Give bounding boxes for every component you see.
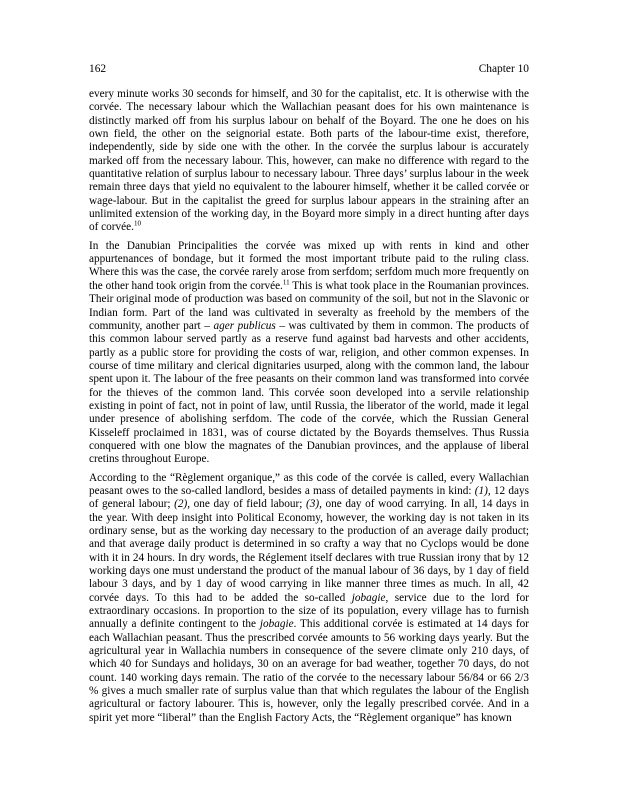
italic-segment: (3), xyxy=(305,498,322,511)
page-body xyxy=(89,88,529,725)
text-segment: 12 days of general labour; xyxy=(89,484,529,511)
italic-segment: jobagie xyxy=(259,618,294,631)
paragraph xyxy=(89,472,529,726)
text-segment: , service due to the lord for extraordinary occasions. In proportion to the size of its population, every village has to furnish annually a definite contingent to the xyxy=(89,591,529,631)
text-segment: every minute works 30 seconds for himself, and 30 for the capitalist, etc. It is otherwise with the corvée. The necessary labour which the Wallachian peasant does for his own maintenance is distinctly marked off from his surplus labour on behalf of the Boyard. The one he does on his own field, the other on the seignorial estate. Both parts of the labour-time exist, therefore, independently, side by side one with the other. In the corvée the surplus labour is accurately marked off from the necessary labour. This, however, can make no difference with regard to the quantitative relation of surplus labour to necessary labour. Three days’ surplus labour in the week remain three days that yield no equivalent to the labourer himself, whether it be called corvée or wage-labour. But in the capitalist the greed for surplus labour appears in the straining after an unlimited extension of the working day, in the Boyard more simply in a direct hunting after days of corvée. xyxy=(89,88,529,234)
text-segment: This is what took place in the Roumanian provinces. Their original mode of production was based on community of the soil, but not in the Slavonic or Indian form. Part of the land was cultivated in severalty as freehold by the members of the community, another part – xyxy=(89,279,529,332)
paragraph xyxy=(89,240,529,467)
text-segment: According to the “Règlement organique,” as this code of the corvée is called, every Wallachian peasant owes to the so-called landlord, besides a mass of detailed payments in kind: xyxy=(89,471,529,497)
text-segment: – was cultivated by them in common. The products of this common labour served partly as a reserve fund against bad harvests and other accidents, partly as a public store for providing the costs of war, religion, and other common expenses. In course of time military and clerical dignitaries usurped, along with the common land, the labour spent upon it. The labour of the free peasants on their common land was transformed into corvée for the thieves of the common land. This corvée soon developed into a servile relationship existing in point of fact, not in point of law, until Russia, the liberator of the world, made it legal under presence of abolishing serfdom. The code of the corvée, which the Russian General Kisseleff proclaimed in 1831, was of course dictated by the Boyards themselves. Thus Russia conquered with one blow the magnates of the Danubian provinces, and the applause of liberal cretins throughout Europe. xyxy=(89,319,529,466)
page-header xyxy=(89,63,529,76)
text-segment: . This additional corvée is estimated at 14 days for each Wallachian peasant. Thus the prescribed corvée amounts to 56 working days yearly. But the agricultural year in Wallachia numbers in consequence of the severe climate only 210 days, of which 40 for Sundays and holidays, 30 on an average for bad weather, together 70 days, do not count. 140 working days remain. The ratio of the corvée to the necessary labour 56/84 or 66 2/3 % gives a much smaller rate of surplus value than that which regulates the labour of the English agricultural or factory labourer. This is, however, only the legally prescribed corvée. And in a spirit yet more “liberal” than the English Factory Acts, the “Règlement organique” has known xyxy=(89,618,529,724)
footnote-ref: 10 xyxy=(133,219,141,228)
page-number: 162 xyxy=(89,63,107,75)
text-segment: one day of wood carrying. In all, 14 days in the year. With deep insight into Political Economy, however, the working day is not taken in its ordinary sense, but as the working day necessary to the production of an average daily product; and that average daily product is determined in so crafty a way that no Cyclops would be done with it in 24 hours. In dry words, the Réglement itself declares with true Russian irony that by 12 working days one must understand the product of the manual labour of 36 days, by 1 day of field labour 3 days, and by 1 day of wood carrying in like manner three times as much. In all, 42 corvée days. To this had to be added the so-called xyxy=(89,498,530,604)
text-segment: In the Danubian Principalities the corvée was mixed up with rents in kind and other appurtenances of bondage, but it formed the most important tribute paid to the ruling class. Where this was the case, the corvée rarely arose from serfdom; serfdom much more frequently on the other hand took origin from the corvée. xyxy=(89,239,529,292)
italic-segment: jobagie xyxy=(351,591,386,604)
italic-segment: (1), xyxy=(474,484,491,497)
footnote-ref: 11 xyxy=(282,278,290,287)
paragraph xyxy=(89,88,529,235)
italic-segment: ager publicus xyxy=(213,319,276,332)
italic-segment: (2), xyxy=(174,498,191,511)
text-segment: one day of field labour; xyxy=(190,498,306,511)
chapter-label: Chapter 10 xyxy=(478,63,529,75)
